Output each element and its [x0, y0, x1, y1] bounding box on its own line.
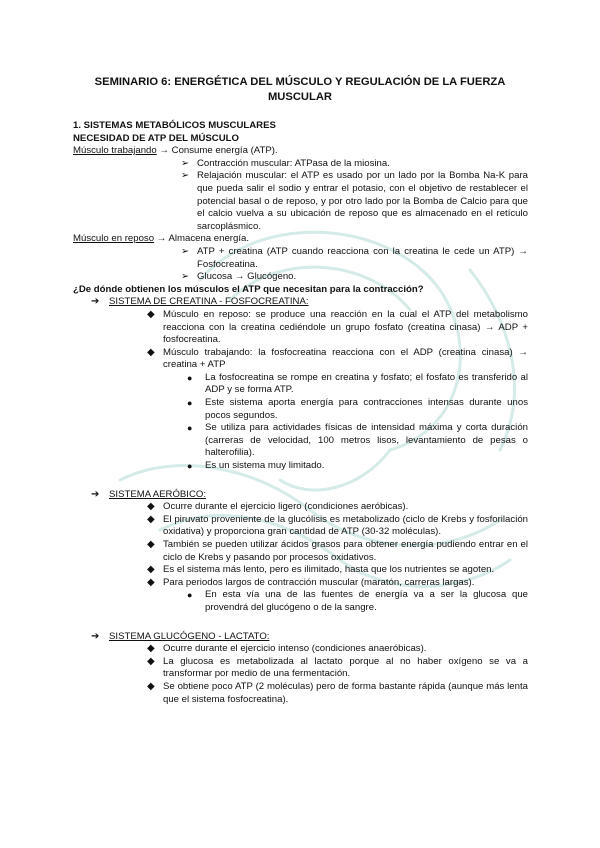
rest-muscle-text: → Almacena energía.	[154, 233, 249, 245]
list-item: ◆ Es el sistema más lento, pero es ilimitado, hasta que los nutrientes se agoten.	[147, 564, 495, 576]
diamond-bullet-icon: ◆	[147, 539, 155, 550]
arrowhead-bullet-icon: ➢	[181, 170, 190, 182]
working-muscle-line	[73, 145, 528, 158]
arrowhead-bullet-icon: ➢	[181, 157, 190, 169]
arrow-right-icon: ➔	[91, 488, 100, 500]
system-sublist	[91, 589, 528, 614]
list-item: ● Se utiliza para actividades físicas de intensidad máxima y corta duración (carreras de velocidad, 100 metros lisos, levantamiento de pesas o halterofilia).	[187, 422, 528, 459]
arrow-right-icon: ➔	[91, 630, 100, 642]
list-item: ➢ Contracción muscular: ATPasa de la miosina.	[181, 157, 390, 169]
list-item: ◆ También se pueden utilizar ácidos grasos para obtener energía pudiendo entrar en el ciclo de Krebs y pasando por procesos oxidativos.	[147, 539, 528, 563]
list-item: ◆ La glucosa es metabolizada al lactato porque al no haber oxígeno se va a transformar por medio de una fermentación.	[147, 655, 528, 680]
diamond-bullet-icon: ◆	[147, 680, 155, 692]
system-list	[91, 643, 528, 706]
list-item: ◆ Músculo en reposo: se produce una reacción en la cual el ATP del metabolismo reacciona con la creatina cediéndole un grupo fosfato (creatina cinasa) → ADP + fosfocreatina.	[147, 308, 528, 346]
document-title: SEMINARIO 6: ENERGÉTICA DEL MÚSCULO Y REGULACIÓN DE LA FUERZA MUSCULAR	[94, 76, 506, 103]
diamond-bullet-icon: ◆	[147, 308, 155, 320]
arrowhead-bullet-icon: ➢	[181, 245, 190, 257]
dot-bullet-icon: ●	[187, 398, 193, 409]
section-subheading: NECESIDAD DE ATP DEL MÚSCULO	[73, 132, 239, 144]
diamond-bullet-icon: ◆	[147, 513, 155, 525]
system-list	[91, 309, 528, 372]
diamond-bullet-icon: ◆	[147, 564, 155, 576]
diamond-bullet-icon: ◆	[147, 655, 155, 667]
question-heading: ¿De dónde obtienen los músculos el ATP que necesitan para la contracción?	[73, 283, 424, 295]
list-item: ◆ Ocurre durante el ejercicio intenso (condiciones anaeróbicas).	[147, 643, 427, 655]
list-item: ● Es un sistema muy limitado.	[187, 460, 325, 472]
system-heading: ➔ SISTEMA AERÓBICO:	[91, 488, 207, 500]
system-sublist	[91, 372, 528, 473]
rest-muscle-label: Músculo en reposo	[73, 233, 155, 245]
dot-bullet-icon: ●	[187, 461, 193, 472]
dot-bullet-icon: ●	[187, 423, 193, 434]
working-muscle-text: → Consume energía (ATP).	[156, 145, 278, 157]
document-body	[73, 120, 528, 706]
system-heading: ➔ SISTEMA GLUCÓGENO - LACTATO:	[91, 630, 270, 642]
list-item: ◆ Músculo trabajando: la fosfocreatina reacciona con el ADP (creatina cinasa) → creatina + ATP	[147, 346, 528, 371]
diamond-bullet-icon: ◆	[147, 643, 155, 655]
system-glycogen-lactate	[73, 631, 528, 707]
list-item: ➢ ATP + creatina (ATP cuando reacciona con la creatina le cede un ATP) → Fosfocreatina.	[181, 245, 528, 270]
diamond-bullet-icon: ◆	[147, 346, 155, 358]
arrowhead-bullet-icon: ➢	[181, 271, 190, 283]
section-heading: 1. SISTEMAS METABÓLICOS MUSCULARES	[73, 120, 276, 131]
list-item: ● En esta vía una de las fuentes de energía va a ser la glucosa que provendrá del glucógeno o de la sangre.	[187, 589, 528, 613]
working-muscle-list	[73, 158, 528, 234]
dot-bullet-icon: ●	[187, 372, 193, 383]
system-list	[91, 501, 528, 589]
list-item: ◆ Para periodos largos de contracción muscular (maratón, carreras largas).	[147, 576, 475, 588]
list-item: ● Este sistema aporta energía para contracciones intensas durante unos pocos segundos.	[187, 397, 528, 421]
list-item: ◆ Ocurre durante el ejercicio ligero (condiciones aeróbicas).	[147, 501, 409, 513]
diamond-bullet-icon: ◆	[147, 576, 155, 588]
list-item: ● La fosfocreatina se rompe en creatina y fosfato; el fosfato es transferido al ADP y se forma ATP.	[187, 371, 528, 396]
system-creatine	[73, 296, 528, 472]
list-item: ➢ Glucosa → Glucógeno.	[181, 271, 297, 283]
arrow-right-icon: ➔	[91, 296, 100, 308]
diamond-bullet-icon: ◆	[147, 501, 155, 513]
system-heading: ➔ SISTEMA DE CREATINA - FOSFOCREATINA:	[91, 296, 309, 308]
working-muscle-label: Músculo trabajando	[73, 145, 157, 157]
list-item: ➢ Relajación muscular: el ATP es usado por un lado por la Bomba Na-K para que pueda salir el sodio y entrar el potasio, con el objetivo de restablecer el potencial basal o de reposo, y por otro lado por la Bomba de Calcio para que el calcio vuelva a su ubicación de reposo que es almacenado en el retículo sarcoplásmico.	[181, 170, 528, 232]
rest-muscle-line	[73, 233, 528, 246]
list-item: ◆ El piruvato proveniente de la glucólisis es metabolizado (ciclo de Krebs y fosforilación oxidativa) y proporciona gran cantidad de ATP (30-32 moléculas).	[147, 513, 528, 538]
list-item: ◆ Se obtiene poco ATP (2 moléculas) pero de forma bastante rápida (aunque más lenta que el sistema fosfocreatina).	[147, 680, 528, 705]
system-aerobic	[73, 489, 528, 615]
dot-bullet-icon: ●	[187, 590, 193, 601]
rest-muscle-list	[73, 246, 528, 284]
